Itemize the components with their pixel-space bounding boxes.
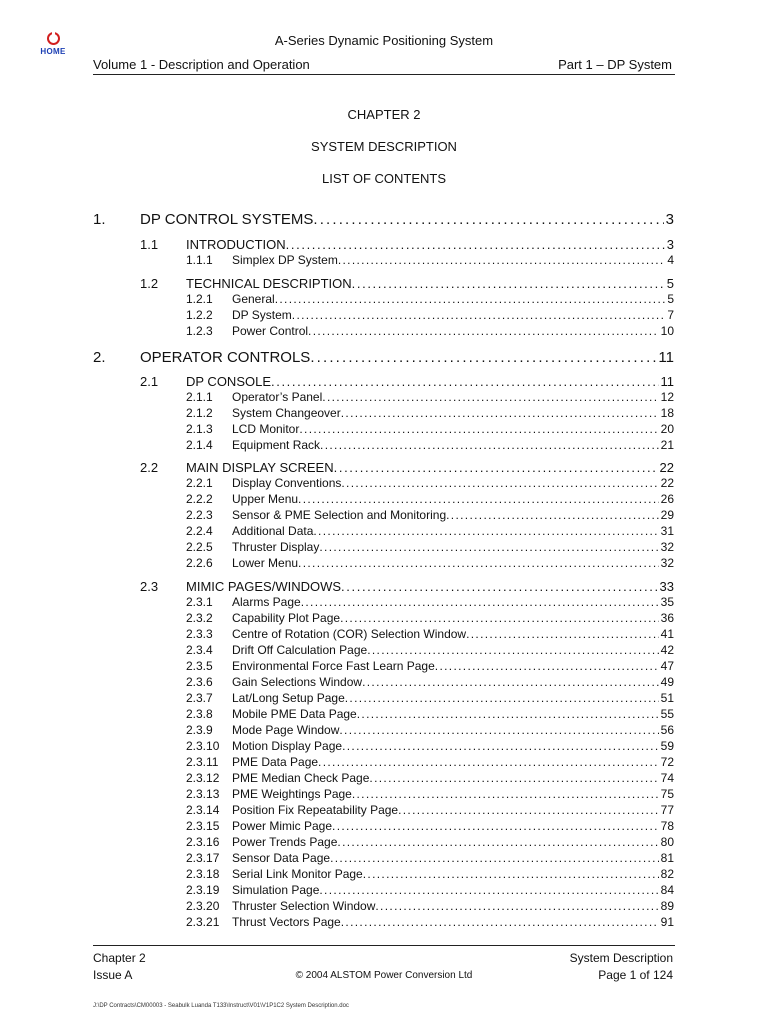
toc-entry[interactable] (186, 659, 674, 673)
toc-number: 1.1 (140, 237, 159, 252)
toc-page: 22 (660, 476, 674, 490)
toc-number: 1.2.2 (186, 308, 213, 322)
toc-number: 2.3.18 (186, 867, 220, 881)
toc-page: 31 (660, 524, 674, 538)
toc-title: TECHNICAL DESCRIPTION (186, 276, 352, 291)
home-label: HOME (40, 47, 66, 56)
toc-entry[interactable] (140, 374, 674, 389)
toc-entry[interactable] (186, 915, 674, 929)
toc-leader (330, 851, 659, 865)
toc-title: MAIN DISPLAY SCREEN (186, 460, 334, 475)
toc-entry[interactable] (186, 899, 674, 913)
toc-leader (340, 611, 659, 625)
toc-page: 84 (660, 883, 674, 897)
toc-title: Upper Menu (232, 492, 299, 506)
toc-title: Capability Plot Page (232, 611, 341, 625)
toc-page: 41 (660, 627, 674, 641)
toc-entry[interactable] (140, 237, 674, 252)
toc-title: MIMIC PAGES/WINDOWS (186, 579, 342, 594)
toc-title: Gain Selections Window (232, 675, 363, 689)
toc-leader (298, 556, 659, 570)
footer-chapter: Chapter 2 (93, 951, 146, 965)
toc-page: 32 (660, 540, 674, 554)
toc-leader (310, 349, 656, 366)
toc-leader (313, 211, 663, 228)
toc-leader (334, 460, 658, 475)
footer-issue: Issue A (93, 968, 133, 982)
toc-title: Thruster Display (232, 540, 320, 554)
toc-page: 11 (658, 349, 674, 366)
toc-title: Mode Page Window (232, 723, 340, 737)
toc-page: 36 (660, 611, 674, 625)
toc-leader (338, 253, 666, 267)
toc-number: 2.1.4 (186, 438, 213, 452)
toc-page: 72 (660, 755, 674, 769)
toc-number: 2.3.17 (186, 851, 220, 865)
toc-page: 51 (660, 691, 674, 705)
toc-title: PME Data Page (232, 755, 319, 769)
toc-page: 32 (660, 556, 674, 570)
toc-leader (308, 324, 659, 338)
toc-leader (299, 422, 658, 436)
toc-leader (286, 237, 665, 252)
toc-page: 10 (660, 324, 674, 338)
footer-rule (93, 945, 675, 946)
toc-leader (352, 276, 665, 291)
footer-file-path: J:\DP Contracts\CM00003 - Seabulk Luanda T133\Instruct\V01\V1P1C2 System Description.doc (93, 1003, 349, 1009)
toc-title: Mobile PME Data Page (232, 707, 357, 721)
toc-entry[interactable] (186, 739, 674, 753)
toc-title: Lower Menu (232, 556, 299, 570)
toc-entry[interactable] (140, 460, 674, 475)
toc-entry[interactable] (186, 755, 674, 769)
toc-number: 2.2.1 (186, 476, 213, 490)
toc-title: Power Trends Page (232, 835, 338, 849)
toc-number: 2.3.3 (186, 627, 213, 641)
toc-page: 3 (665, 211, 674, 228)
toc-number: 1.2 (140, 276, 159, 291)
toc-leader (341, 579, 657, 594)
toc-number: 2.3.15 (186, 819, 220, 833)
toc-number: 2.3.14 (186, 803, 220, 817)
toc-number: 2.3.8 (186, 707, 213, 721)
toc-entry[interactable] (186, 324, 674, 338)
toc-page: 12 (660, 390, 674, 404)
toc-page: 21 (660, 438, 674, 452)
toc-leader (446, 508, 659, 522)
toc-title: System Changeover (232, 406, 341, 420)
toc-leader (341, 476, 658, 490)
toc-entry[interactable] (186, 867, 674, 881)
document-title: A-Series Dynamic Positioning System (274, 33, 494, 48)
toc-page: 89 (660, 899, 674, 913)
toc-entry[interactable] (186, 308, 674, 322)
toc-leader (319, 540, 658, 554)
toc-entry[interactable] (186, 492, 674, 506)
toc-leader (275, 292, 666, 306)
toc-title: Power Mimic Page (232, 819, 333, 833)
toc-entry[interactable] (186, 556, 674, 570)
toc-entry[interactable] (186, 422, 674, 436)
toc-leader (435, 659, 659, 673)
toc-entry[interactable] (186, 438, 674, 452)
toc-title: Power Control (232, 324, 309, 338)
toc-number: 2.2.4 (186, 524, 213, 538)
toc-leader (362, 675, 659, 689)
toc-number: 2.3.11 (186, 755, 219, 769)
toc-number: 2. (93, 349, 106, 366)
toc-leader (320, 438, 659, 452)
toc-entry[interactable] (186, 771, 674, 785)
toc-page: 42 (660, 643, 674, 657)
toc-title: OPERATOR CONTROLS (140, 349, 311, 366)
toc-entry[interactable] (186, 476, 674, 490)
toc-entry[interactable] (186, 835, 674, 849)
toc-title: Operator’s Panel (232, 390, 323, 404)
toc-leader (292, 308, 666, 322)
toc-number: 2.1.2 (186, 406, 213, 420)
toc-number: 2.3.13 (186, 787, 220, 801)
toc-entry[interactable] (186, 390, 674, 404)
toc-entry[interactable] (140, 276, 674, 291)
toc-title: Additional Data (232, 524, 314, 538)
volume-header: Volume 1 - Description and Operation (93, 57, 310, 72)
toc-page: 80 (660, 835, 674, 849)
toc-title: Simulation Page (232, 883, 320, 897)
toc-page: 11 (660, 374, 674, 389)
toc-page: 5 (667, 292, 674, 306)
toc-page: 4 (667, 253, 674, 267)
toc-leader (398, 803, 659, 817)
toc-leader (367, 643, 658, 657)
toc-number: 2.3.6 (186, 675, 213, 689)
toc-number: 2.3.9 (186, 723, 213, 737)
toc-number: 2.3.20 (186, 899, 220, 913)
toc-title: Thrust Vectors Page (232, 915, 341, 929)
toc-title: DP System (232, 308, 292, 322)
toc-entry[interactable] (186, 675, 674, 689)
toc-page: 81 (660, 851, 674, 865)
toc-number: 2.3.7 (186, 691, 213, 705)
toc-leader (341, 915, 659, 929)
toc-page: 59 (660, 739, 674, 753)
toc-page: 91 (660, 915, 674, 929)
toc-number: 2.2.3 (186, 508, 213, 522)
toc-number: 2.3.21 (186, 915, 220, 929)
toc-entry[interactable] (186, 691, 674, 705)
toc-title: PME Weightings Page (232, 787, 352, 801)
toc-entry[interactable] (186, 595, 674, 609)
toc-number: 2.3.4 (186, 643, 213, 657)
toc-entry[interactable] (186, 723, 674, 737)
toc-entry[interactable] (186, 611, 674, 625)
toc-title: Sensor Data Page (232, 851, 331, 865)
toc-leader (271, 374, 658, 389)
toc-number: 2.1.3 (186, 422, 213, 436)
footer-page-number: Page 1 of 124 (598, 968, 673, 982)
toc-entry[interactable] (186, 253, 674, 267)
toc-leader (319, 883, 658, 897)
toc-entry[interactable] (93, 349, 674, 366)
toc-page: 33 (659, 579, 674, 594)
toc-page: 49 (660, 675, 674, 689)
toc-title: DP CONTROL SYSTEMS (140, 211, 314, 228)
toc-leader (337, 835, 658, 849)
part-header: Part 1 – DP System (558, 57, 672, 72)
toc-entry[interactable] (186, 627, 674, 641)
toc-title: Equipment Rack (232, 438, 321, 452)
toc-page: 35 (660, 595, 674, 609)
toc-number: 2.2.5 (186, 540, 213, 554)
toc-number: 2.3.12 (186, 771, 220, 785)
toc-title: PME Median Check Page (232, 771, 370, 785)
toc-entry[interactable] (186, 883, 674, 897)
toc-number: 2.1 (140, 374, 159, 389)
toc-page: 20 (660, 422, 674, 436)
toc-title: Position Fix Repeatability Page (232, 803, 399, 817)
toc-number: 2.3.10 (186, 739, 220, 753)
toc-title: Thruster Selection Window (232, 899, 376, 913)
toc-number: 1.1.1 (186, 253, 213, 267)
toc-number: 2.2.6 (186, 556, 213, 570)
toc-page: 3 (666, 237, 674, 252)
toc-number: 2.3.2 (186, 611, 213, 625)
toc-leader (342, 739, 659, 753)
toc-leader (339, 723, 658, 737)
toc-title: LCD Monitor (232, 422, 300, 436)
toc-entry[interactable] (186, 406, 674, 420)
toc-title: Drift Off Calculation Page (232, 643, 368, 657)
toc-title: Display Conventions (232, 476, 342, 490)
toc-entry[interactable] (186, 819, 674, 833)
toc-leader (352, 787, 659, 801)
toc-number: 2.2 (140, 460, 159, 475)
header-rule (93, 74, 675, 75)
toc-title: DP CONSOLE (186, 374, 272, 389)
toc-number: 1. (93, 211, 106, 228)
toc-leader (375, 899, 658, 913)
toc-leader (363, 867, 659, 881)
toc-entry[interactable] (186, 508, 674, 522)
toc-number: 2.2.2 (186, 492, 213, 506)
toc-number: 2.3 (140, 579, 159, 594)
toc-entry[interactable] (186, 707, 674, 721)
toc-leader (301, 595, 659, 609)
toc-leader (345, 691, 659, 705)
list-of-contents-heading: LIST OF CONTENTS (322, 171, 446, 186)
toc-number: 2.3.1 (186, 595, 213, 609)
toc-page: 55 (660, 707, 674, 721)
toc-entry[interactable] (186, 803, 674, 817)
chapter-title: SYSTEM DESCRIPTION (311, 139, 457, 154)
toc-entry[interactable] (186, 851, 674, 865)
toc-title: INTRODUCTION (186, 237, 286, 252)
chapter-number: CHAPTER 2 (347, 107, 421, 122)
toc-leader (357, 707, 659, 721)
toc-number: 2.3.19 (186, 883, 220, 897)
toc-leader (313, 524, 658, 538)
toc-entry[interactable] (186, 540, 674, 554)
toc-title: Environmental Force Fast Learn Page (232, 659, 435, 673)
toc-page: 5 (666, 276, 674, 291)
toc-title: Alarms Page (232, 595, 301, 609)
toc-number: 1.2.3 (186, 324, 213, 338)
toc-number: 2.3.16 (186, 835, 220, 849)
toc-leader (341, 406, 659, 420)
toc-page: 78 (660, 819, 674, 833)
toc-title: General (232, 292, 275, 306)
toc-page: 22 (659, 460, 674, 475)
toc-leader (298, 492, 659, 506)
toc-title: Simplex DP System (232, 253, 338, 267)
toc-page: 29 (660, 508, 674, 522)
toc-title: Serial Link Monitor Page (232, 867, 363, 881)
toc-entry[interactable] (140, 579, 674, 594)
toc-number: 1.2.1 (186, 292, 213, 306)
toc-leader (332, 819, 659, 833)
toc-entry[interactable] (93, 211, 674, 228)
toc-number: 2.3.5 (186, 659, 213, 673)
toc-entry[interactable] (186, 524, 674, 538)
toc-entry[interactable] (186, 292, 674, 306)
toc-leader (322, 390, 658, 404)
toc-page: 56 (660, 723, 674, 737)
toc-title: Sensor & PME Selection and Monitoring (232, 508, 447, 522)
toc-title: Lat/Long Setup Page (232, 691, 345, 705)
toc-title: Centre of Rotation (COR) Selection Window (232, 627, 467, 641)
toc-page: 26 (660, 492, 674, 506)
toc-leader (318, 755, 659, 769)
footer-section: System Description (569, 951, 673, 965)
toc-page: 75 (660, 787, 674, 801)
toc-page: 47 (660, 659, 674, 673)
toc-page: 82 (660, 867, 674, 881)
toc-page: 74 (660, 771, 674, 785)
toc-entry[interactable] (186, 787, 674, 801)
toc-number: 2.1.1 (186, 390, 213, 404)
footer-copyright: © 2004 ALSTOM Power Conversion Ltd (295, 970, 473, 981)
toc-leader (369, 771, 658, 785)
toc-page: 18 (660, 406, 674, 420)
toc-page: 7 (667, 308, 674, 322)
toc-leader (466, 627, 659, 641)
toc-entry[interactable] (186, 643, 674, 657)
toc-page: 77 (660, 803, 674, 817)
toc-title: Motion Display Page (232, 739, 343, 753)
